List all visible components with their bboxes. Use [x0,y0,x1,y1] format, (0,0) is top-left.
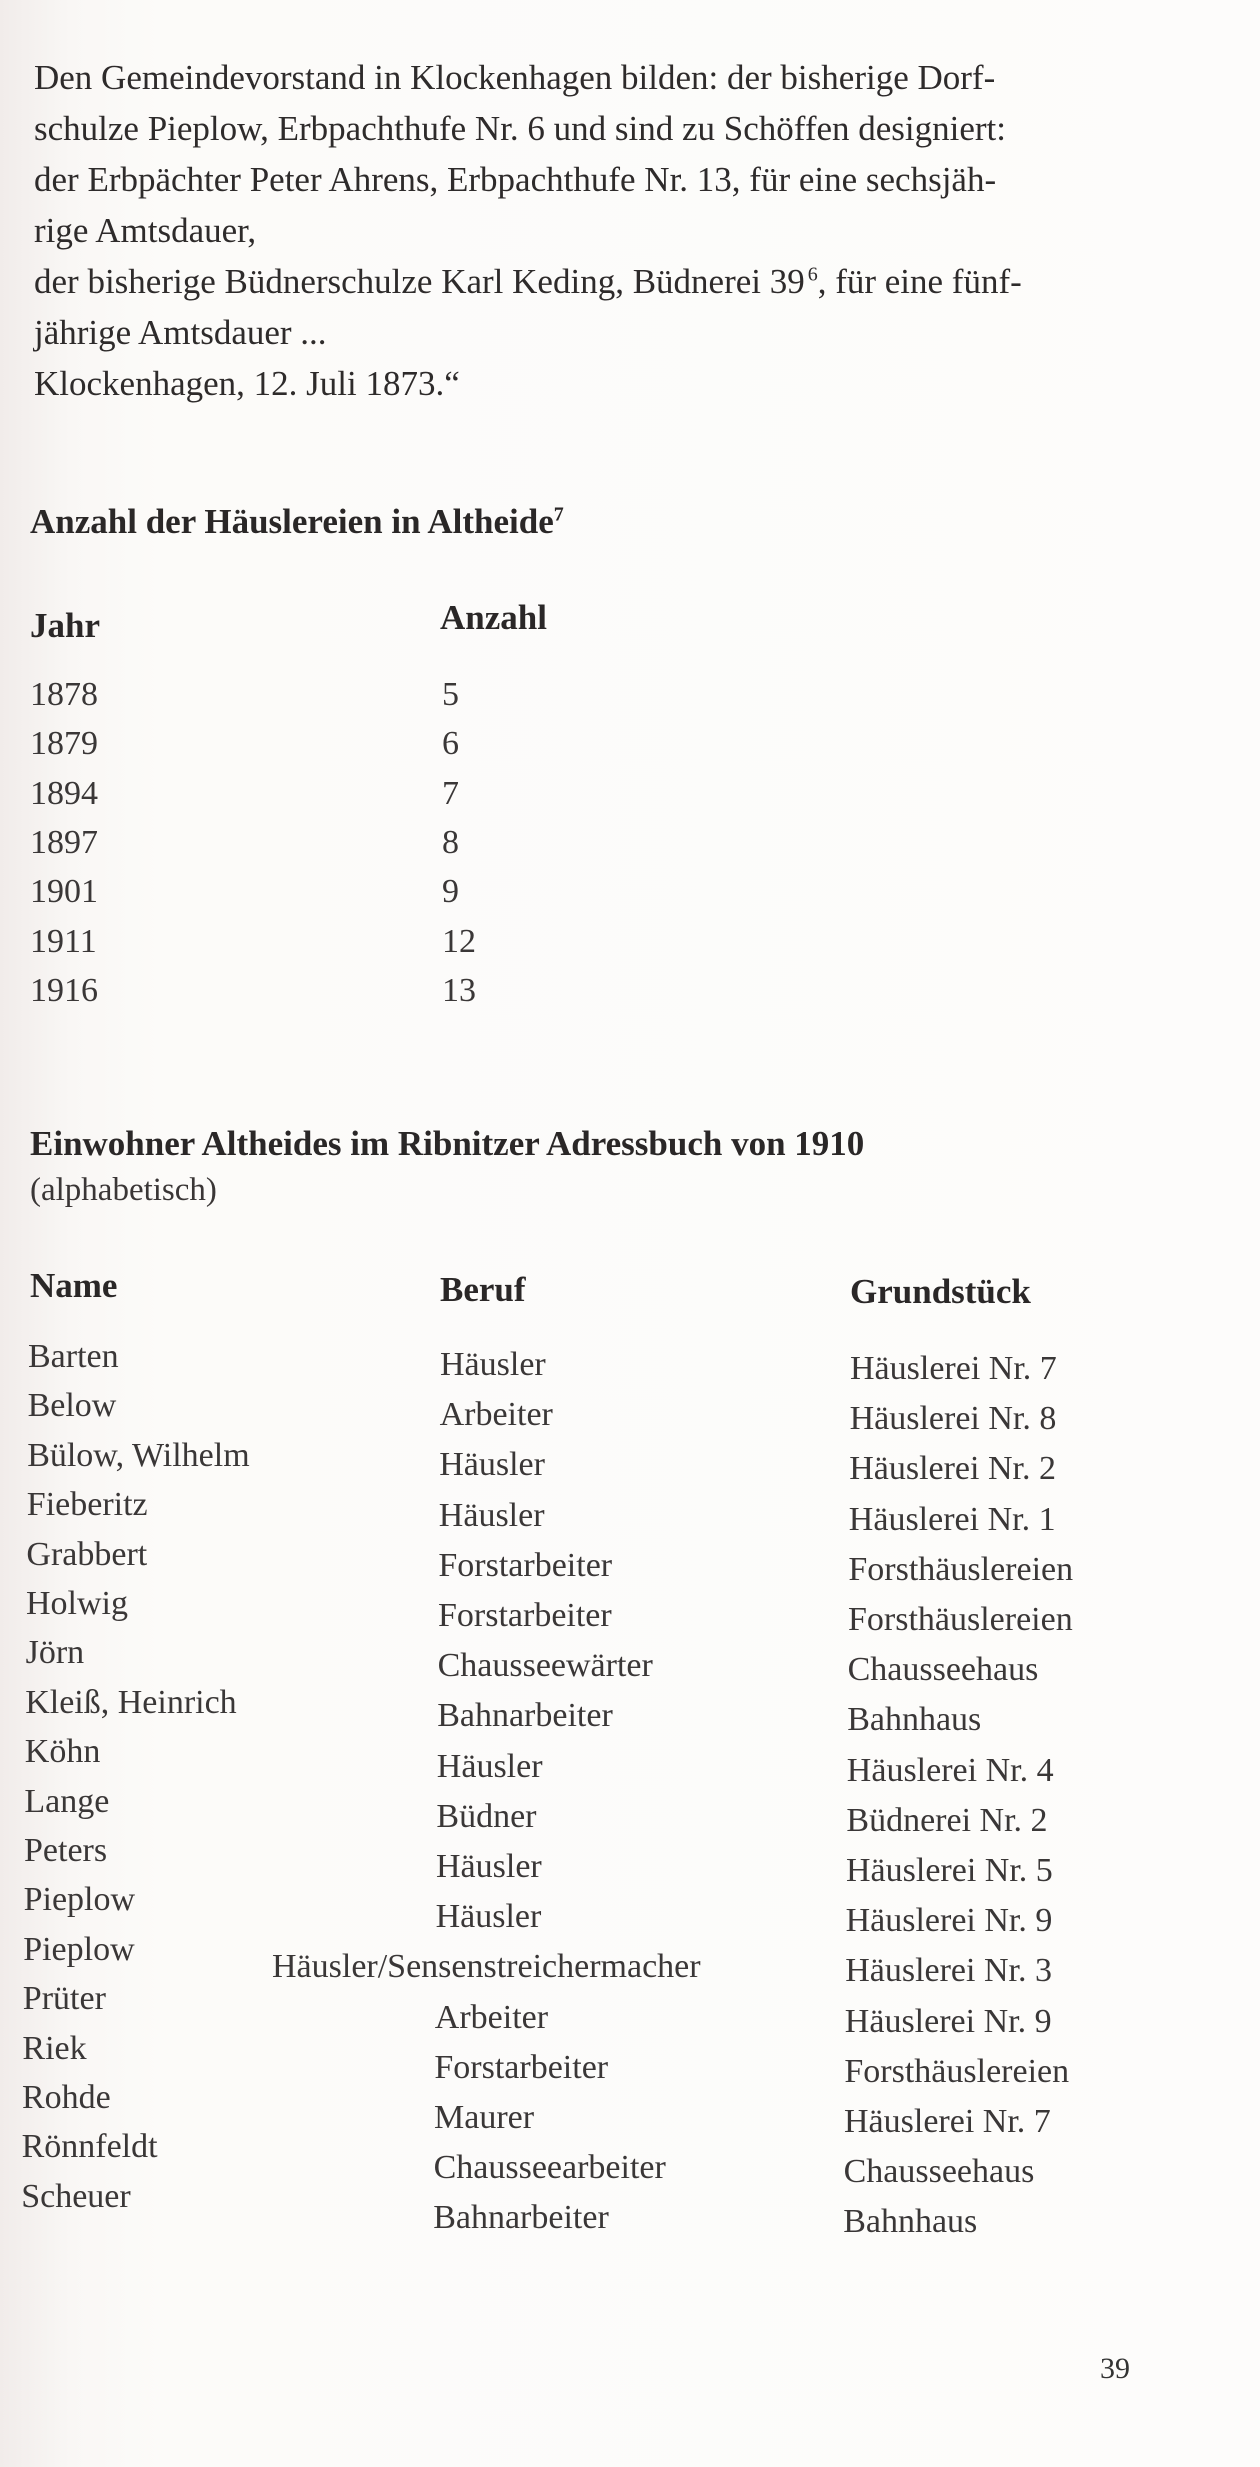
table1-title [30,502,564,542]
footnote-marker: 7 [553,503,564,526]
table2-cell-name: Rönnfeldt [21,2128,158,2166]
table1-cell-count: 13 [442,971,476,1009]
table2-cell-beruf: Arbeiter [439,1396,553,1434]
table2-cell-beruf: Häusler [439,1446,545,1484]
table1-title-text: Anzahl der Häuslereien in Altheide [30,502,554,541]
table1-cell-year: 1897 [30,823,98,861]
table2-cell-grundstueck: Forsthäuslereien [848,1550,1074,1588]
table2-cell-grundstueck: Häuslerei Nr. 8 [849,1400,1057,1438]
table2-cell-name: Fieberitz [26,1486,148,1524]
intro-line: schulze Pieplow, Erbpachthufe Nr. 6 und sind zu Schöffen designiert: [34,109,1007,148]
footnote-marker: 6 [807,263,818,286]
table2-cell-beruf: Forstarbeiter [438,1546,613,1584]
table2-cell-grundstueck: Chausseehaus [847,1651,1039,1689]
table2-cell-grundstueck: Bahnhaus [847,1701,982,1739]
table1-cell-year: 1878 [30,676,98,713]
table1-header-count: Anzahl [440,598,547,637]
table2-cell-grundstueck: Forsthäuslereien [848,1601,1073,1638]
table1-cell-year: 1901 [30,873,98,911]
table2-cell-grundstueck: Häuslerei Nr. 2 [849,1450,1056,1488]
table2-cell-name: Rohde [22,2079,111,2116]
table2-cell-name: Peters [24,1832,108,1869]
table1-cell-year: 1879 [30,725,98,763]
table2-cell-name: Bülow, Wilhelm [27,1436,250,1474]
intro-line: Klockenhagen, 12. Juli 1873.“ [34,364,460,403]
table2-cell-name: Grabbert [26,1535,148,1573]
table2-cell-grundstueck: Bahnhaus [843,2203,978,2241]
table1-cell-count: 8 [442,823,459,861]
table2-cell-beruf: Chausseearbeiter [433,2149,666,2187]
table2-cell-beruf: Bahnarbeiter [437,1697,613,1735]
table1-cell-count: 12 [442,922,476,960]
table2-cell-name: Köhn [24,1733,101,1771]
intro-line-text: der bisherige Büdnerschulze Karl Keding, Büdnerei 39 [34,262,805,301]
table2-cell-beruf: Häusler [436,1848,542,1885]
table2-cell-beruf: Chausseewärter [437,1647,653,1685]
table2-cell-grundstueck: Häuslerei Nr. 9 [844,2002,1052,2040]
table2-cell-name: Kleiß, Heinrich [25,1683,237,1721]
table2-cell-name: Barten [28,1338,119,1375]
table1-cell-count: 6 [442,725,459,763]
table2-cell-name: Lange [24,1782,110,1820]
table2-cell-beruf: Arbeiter [434,1998,549,2036]
table2-cell-grundstueck: Häuslerei Nr. 5 [846,1852,1053,1889]
table2-cell-beruf: Forstarbeiter [438,1597,612,1634]
table2-cell-grundstueck: Häuslerei Nr. 3 [845,1952,1052,1990]
table2-cell-beruf: Forstarbeiter [434,2048,609,2086]
table2-title: Einwohner Altheides im Ribnitzer Adressbuch von 1910 [30,1124,865,1163]
intro-line: jährige Amtsdauer ... [34,313,327,352]
table2-cell-grundstueck: Häuslerei Nr. 4 [846,1751,1054,1789]
table2-cell-grundstueck: Forsthäuslereien [844,2052,1070,2090]
table2-cell-grundstueck: Büdnerei Nr. 2 [846,1801,1048,1839]
table2-cell-beruf: Büdner [436,1797,537,1835]
table2-header-grundstueck: Grundstück [850,1272,1031,1311]
table2-cell-beruf: Bahnarbeiter [433,2199,609,2237]
table2-subtitle: (alphabetisch) [30,1172,217,1208]
table2-cell-name: Pieplow [23,1930,135,1968]
table2-cell-beruf: Häusler [436,1747,543,1785]
table2-cell-name: Pieplow [23,1881,136,1919]
table2-cell-beruf: Häusler [435,1898,542,1936]
intro-line-with-footnote [34,256,1184,307]
table2-cell-grundstueck: Häuslerei Nr. 1 [848,1500,1056,1538]
table2-cell-name: Holwig [26,1585,128,1622]
table2-cell-grundstueck: Häuslerei Nr. 7 [844,2103,1051,2140]
intro-line-text-after: , für eine fünf- [817,262,1022,301]
table1-cell-year: 1894 [30,774,98,812]
table2-cell-grundstueck: Häuslerei Nr. 7 [850,1350,1057,1387]
table1-cell-year: 1911 [30,922,97,960]
table1-cell-count: 5 [442,676,459,713]
table1-cell-year: 1916 [30,971,98,1009]
table2-header-beruf: Beruf [440,1270,526,1309]
table2-cell-name: Jörn [25,1634,85,1672]
table2-cell-name: Prüter [22,1980,106,2018]
table2-cell-grundstueck: Häuslerei Nr. 9 [845,1902,1053,1940]
table2-cell-beruf: Häusler [440,1346,546,1383]
table1-header-year: Jahr [30,606,100,645]
intro-line: der Erbpächter Peter Ahrens, Erbpachthufe Nr. 13, für eine sechsjäh- [34,160,997,199]
table2-cell-beruf: Häusler/Sensenstreichermacher [272,1948,701,1986]
intro-paragraph [34,52,1184,409]
intro-line: Den Gemeindevorstand in Klockenhagen bilden: der bisherige Dorf- [34,58,996,97]
intro-line: rige Amtsdauer, [34,211,257,250]
table1-cell-count: 7 [442,774,459,812]
table2-cell-beruf: Maurer [434,2099,535,2136]
table2-cell-name: Scheuer [21,2177,131,2215]
table2-cell-beruf: Häusler [438,1496,545,1534]
table2-cell-grundstueck: Chausseehaus [843,2153,1035,2191]
page-number: 39 [1100,2352,1130,2385]
table1-cell-count: 9 [442,873,459,911]
table2-cell-name: Below [27,1387,117,1425]
table2-cell-name: Riek [22,2029,87,2067]
table2-header-name: Name [30,1266,118,1305]
